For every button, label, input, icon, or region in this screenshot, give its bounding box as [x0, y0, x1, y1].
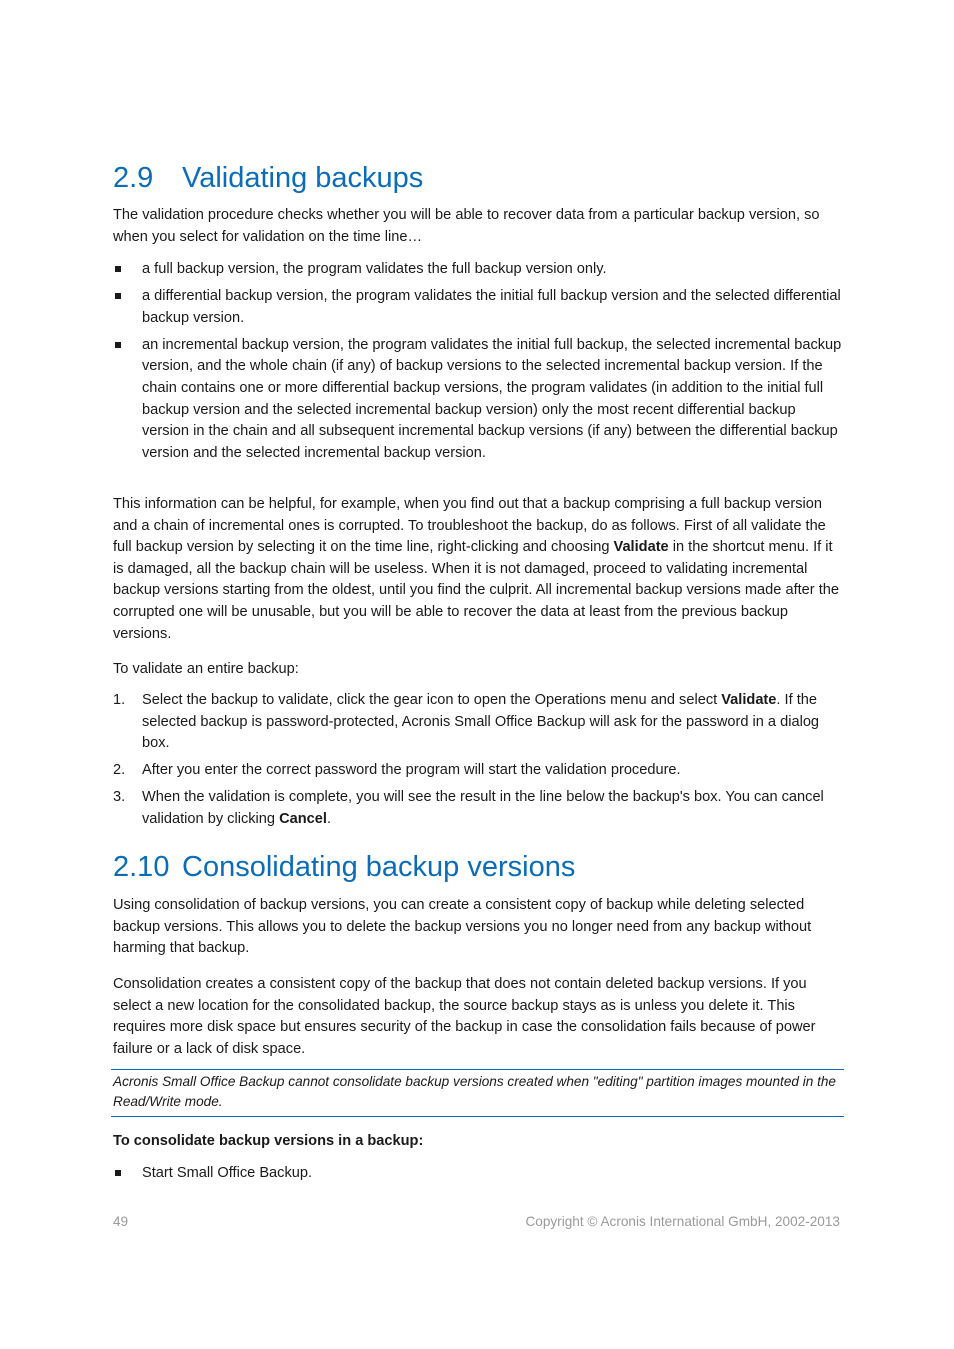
- list-item: a differential backup version, the program validates the initial full backup version and the selected differential backup version.: [113, 286, 843, 329]
- consolidation-detail-paragraph: Consolidation creates a consistent copy of the backup that does not contain deleted backup versions. If you select a new location for the consolidated backup, the source backup stays as is unless you delete it. This requires more disk space but ensures security of the backup in case the consolidation fails because of power failure or a lack of disk space.: [113, 976, 816, 1057]
- list-item: 3. When the validation is complete, you will see the result in the line below the backup's box. You can cancel validation by clicking Cancel.: [113, 789, 824, 827]
- consolidate-bullet-list: [113, 1163, 843, 1190]
- square-bullet-icon: [115, 1170, 121, 1176]
- step-number: 3.: [113, 789, 126, 806]
- section-heading-validating: [113, 161, 423, 195]
- step-number: 1.: [113, 692, 126, 708]
- list-item: an incremental backup version, the program validates the initial full backup, the selected incremental backup version, and the whole chain (if any) of backup versions to the selected incremental backup version. If the chain contains one or more differential backup versions, the program validates (in addition to the initial full backup version and the selected incremental backup version) only the most recent differential backup version in the chain and all subsequent incremental backup versions (if any) between the differential backup version and the selected incremental backup version.: [113, 335, 843, 465]
- section-title: Validating backups: [182, 162, 424, 194]
- troubleshoot-paragraph: This information can be helpful, for example, when you find out that a backup comprising a full backup version and a chain of incremental ones is corrupted. To troubleshoot the backup, do as follows. First of all validate the full backup version by selecting it on the time line, right-clicking and choosing Validate in the shortcut menu. If it is damaged, all the backup chain will be useless. When it is not damaged, proceed to validating incremental backup versions starting from the oldest, until you find the culprit. All incremental backup versions made after the corrupted one will be unusable, but you will be able to recover the data at least from the previous backup versions.: [113, 496, 840, 642]
- list-item: 2. After you enter the correct password the program will start the validation procedure.: [113, 760, 843, 782]
- section-heading-consolidating: [113, 850, 575, 884]
- list-item: Start Small Office Backup.: [113, 1163, 843, 1185]
- validation-steps-list: [113, 690, 843, 836]
- validation-bullet-list: [113, 259, 843, 470]
- section-title: Consolidating backup versions: [182, 851, 576, 883]
- section-number: 2.10: [113, 851, 170, 883]
- intro-paragraph: [113, 205, 843, 248]
- steps-intro: To validate an entire backup:: [113, 661, 299, 677]
- step-number: 2.: [113, 762, 126, 779]
- note-text: Acronis Small Office Backup cannot consolidate backup versions created when "editing" partition images mounted in the Read/Write mode.: [113, 1074, 836, 1109]
- page-number: 49: [113, 1214, 129, 1229]
- copyright-notice: Copyright © Acronis International GmbH, 2002-2013: [525, 1214, 840, 1229]
- consolidation-intro-paragraph: Using consolidation of backup versions, you can create a consistent copy of backup while deleting selected backup versions. This allows you to delete the backup versions you no longer need from any backup without harming that backup.: [113, 897, 812, 957]
- square-bullet-icon: [115, 293, 121, 299]
- section-number: 2.9: [113, 162, 154, 194]
- validate-term: Validate: [613, 539, 669, 556]
- consolidate-subheading: To consolidate backup versions in a backup:: [113, 1133, 424, 1149]
- square-bullet-icon: [115, 266, 121, 272]
- square-bullet-icon: [115, 342, 121, 348]
- list-item: a full backup version, the program validates the full backup version only.: [113, 259, 843, 281]
- list-item: 1. Select the backup to validate, click the gear icon to open the Operations menu and select Validate. If the selected backup is password-protected, Acronis Small Office Backup will ask for the password in a dialog box.: [113, 692, 820, 752]
- intro-text: The validation procedure checks whether you will be able to recover data from a particular backup version, so when you select for validation on the time line…: [113, 207, 820, 245]
- note-box: [111, 1069, 844, 1117]
